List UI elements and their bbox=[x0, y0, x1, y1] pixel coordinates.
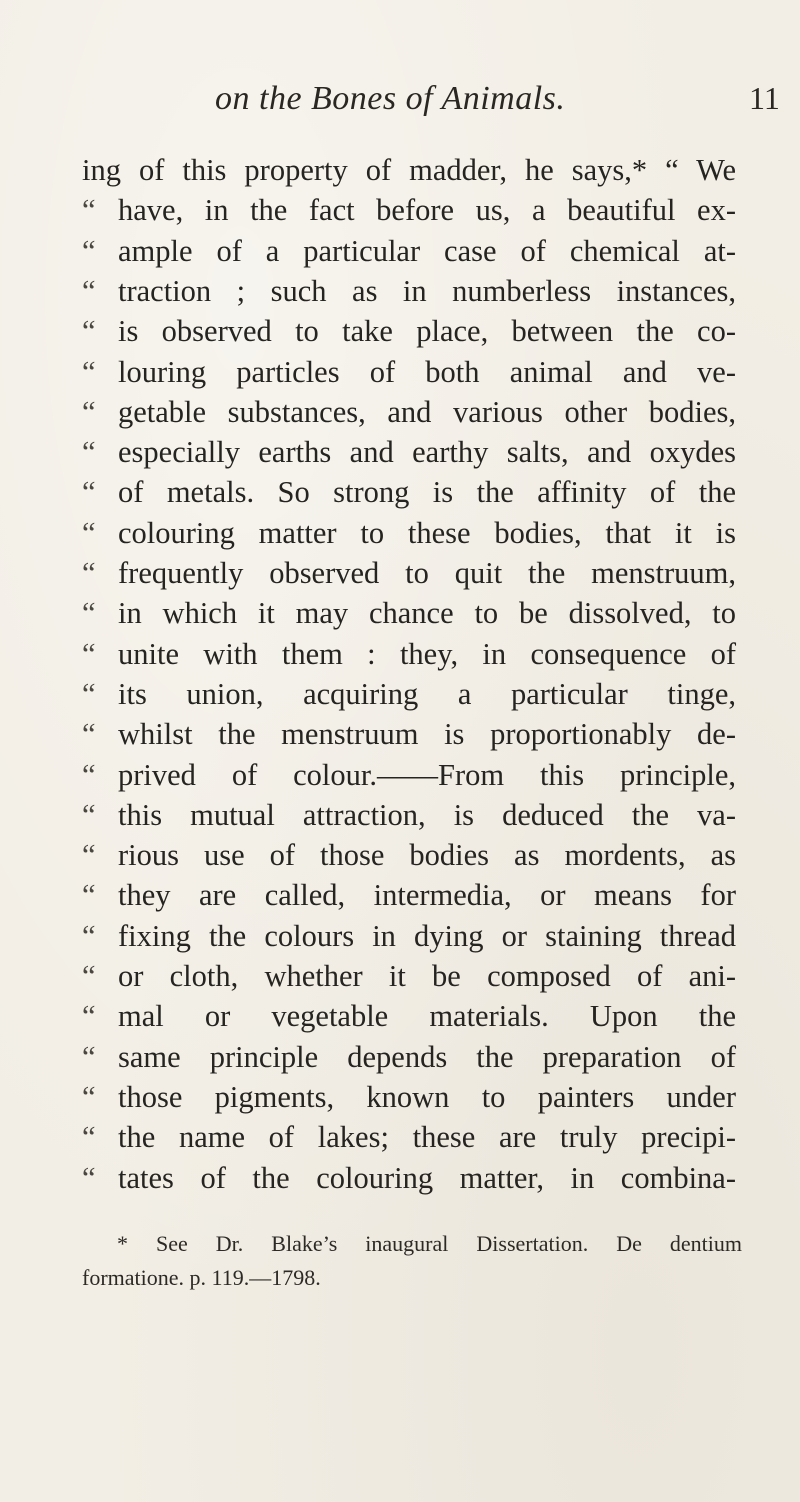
quote-mark: “ bbox=[82, 515, 96, 550]
quote-mark: “ bbox=[82, 475, 96, 510]
line-text: unite with them : they, in consequence of bbox=[118, 636, 736, 671]
line-text: frequently observed to quit the menstruum, bbox=[118, 556, 736, 590]
line-text: they are called, intermedia, or means for bbox=[118, 878, 736, 913]
quote-mark: “ bbox=[82, 838, 96, 873]
quote-mark: “ bbox=[82, 596, 96, 631]
quote-mark: “ bbox=[82, 918, 96, 953]
text-line bbox=[0, 674, 800, 714]
line-text: whilst the menstruum is proportionably de- bbox=[118, 717, 736, 752]
line-text: have, in the fact before us, a beautiful ex- bbox=[118, 193, 736, 228]
text-line bbox=[0, 472, 800, 512]
text-line bbox=[0, 150, 800, 190]
quote-mark: “ bbox=[82, 394, 96, 429]
quote-mark: “ bbox=[82, 797, 96, 832]
text-line bbox=[0, 956, 800, 996]
line-text: louring particles of both animal and ve- bbox=[118, 354, 736, 389]
quote-mark: “ bbox=[82, 354, 96, 389]
quote-mark: “ bbox=[82, 717, 96, 752]
quote-mark: “ bbox=[82, 193, 96, 228]
text-line bbox=[0, 311, 800, 351]
quote-mark: “ bbox=[82, 878, 96, 913]
text-line bbox=[0, 190, 800, 230]
line-text: fixing the colours in dying or staining thread bbox=[118, 918, 736, 953]
line-text: in which it may chance to be dissolved, to bbox=[118, 596, 736, 631]
quote-mark: “ bbox=[82, 435, 96, 470]
text-line bbox=[0, 1158, 800, 1198]
quote-mark: “ bbox=[82, 959, 96, 993]
line-text: those pigments, known to painters under bbox=[118, 1079, 736, 1114]
line-text: this mutual attraction, is deduced the va- bbox=[118, 797, 736, 832]
text-line bbox=[0, 1117, 800, 1157]
quote-mark: “ bbox=[82, 1079, 96, 1114]
text-line bbox=[0, 352, 800, 392]
text-line bbox=[0, 271, 800, 311]
line-text: ing of this property of madder, he says,* “ We bbox=[82, 153, 736, 187]
running-title: on the Bones of Animals. bbox=[215, 80, 566, 117]
footnote-line: formatione. p. 119.—1798. bbox=[82, 1265, 321, 1290]
text-line bbox=[0, 875, 800, 915]
quote-mark: “ bbox=[82, 636, 96, 671]
line-text: or cloth, whether it be composed of ani- bbox=[118, 959, 736, 993]
quote-mark: “ bbox=[82, 314, 96, 349]
footnote bbox=[82, 1227, 742, 1295]
text-line bbox=[0, 231, 800, 271]
quote-mark: “ bbox=[82, 676, 96, 711]
quote-mark: “ bbox=[82, 1039, 96, 1074]
text-line bbox=[0, 513, 800, 553]
quote-mark: “ bbox=[82, 233, 96, 268]
quote-mark: “ bbox=[82, 273, 96, 308]
line-text: its union, acquiring a particular tinge, bbox=[118, 676, 736, 711]
line-text: traction ; such as in numberless instances, bbox=[118, 273, 736, 308]
line-text: ample of a particular case of chemical at- bbox=[118, 233, 736, 268]
text-line bbox=[0, 916, 800, 956]
text-line bbox=[0, 714, 800, 754]
text-line bbox=[0, 755, 800, 795]
line-text: especially earths and earthy salts, and oxydes bbox=[118, 435, 736, 470]
text-line bbox=[0, 1077, 800, 1117]
text-line bbox=[0, 553, 800, 593]
quote-mark: “ bbox=[82, 757, 96, 792]
line-text: same principle depends the preparation of bbox=[118, 1039, 736, 1074]
line-text: is observed to take place, between the co- bbox=[118, 314, 736, 349]
line-text: getable substances, and various other bodies, bbox=[118, 394, 736, 429]
text-line bbox=[0, 835, 800, 875]
quote-mark: “ bbox=[82, 1160, 96, 1195]
text-line bbox=[0, 392, 800, 432]
line-text: the name of lakes; these are truly precipi- bbox=[118, 1120, 736, 1155]
quote-mark: “ bbox=[82, 556, 96, 590]
text-line bbox=[0, 996, 800, 1036]
line-text: colouring matter to these bodies, that it is bbox=[118, 515, 736, 550]
line-text: mal or vegetable materials. Upon the bbox=[118, 999, 736, 1034]
text-line bbox=[0, 634, 800, 674]
text-line bbox=[0, 593, 800, 633]
line-text: rious use of those bodies as mordents, as bbox=[118, 838, 736, 873]
line-text: prived of colour.——From this principle, bbox=[118, 757, 736, 792]
line-text: of metals. So strong is the affinity of the bbox=[118, 475, 736, 510]
quote-mark: “ bbox=[82, 1120, 96, 1155]
text-line bbox=[0, 1037, 800, 1077]
footnote-line: * See Dr. Blake’s inaugural Dissertation. De dentium bbox=[117, 1231, 742, 1256]
text-line bbox=[0, 432, 800, 472]
text-line bbox=[0, 795, 800, 835]
quote-mark: “ bbox=[82, 999, 96, 1034]
page-number: 11 bbox=[749, 80, 780, 116]
line-text: tates of the colouring matter, in combina- bbox=[118, 1160, 736, 1195]
